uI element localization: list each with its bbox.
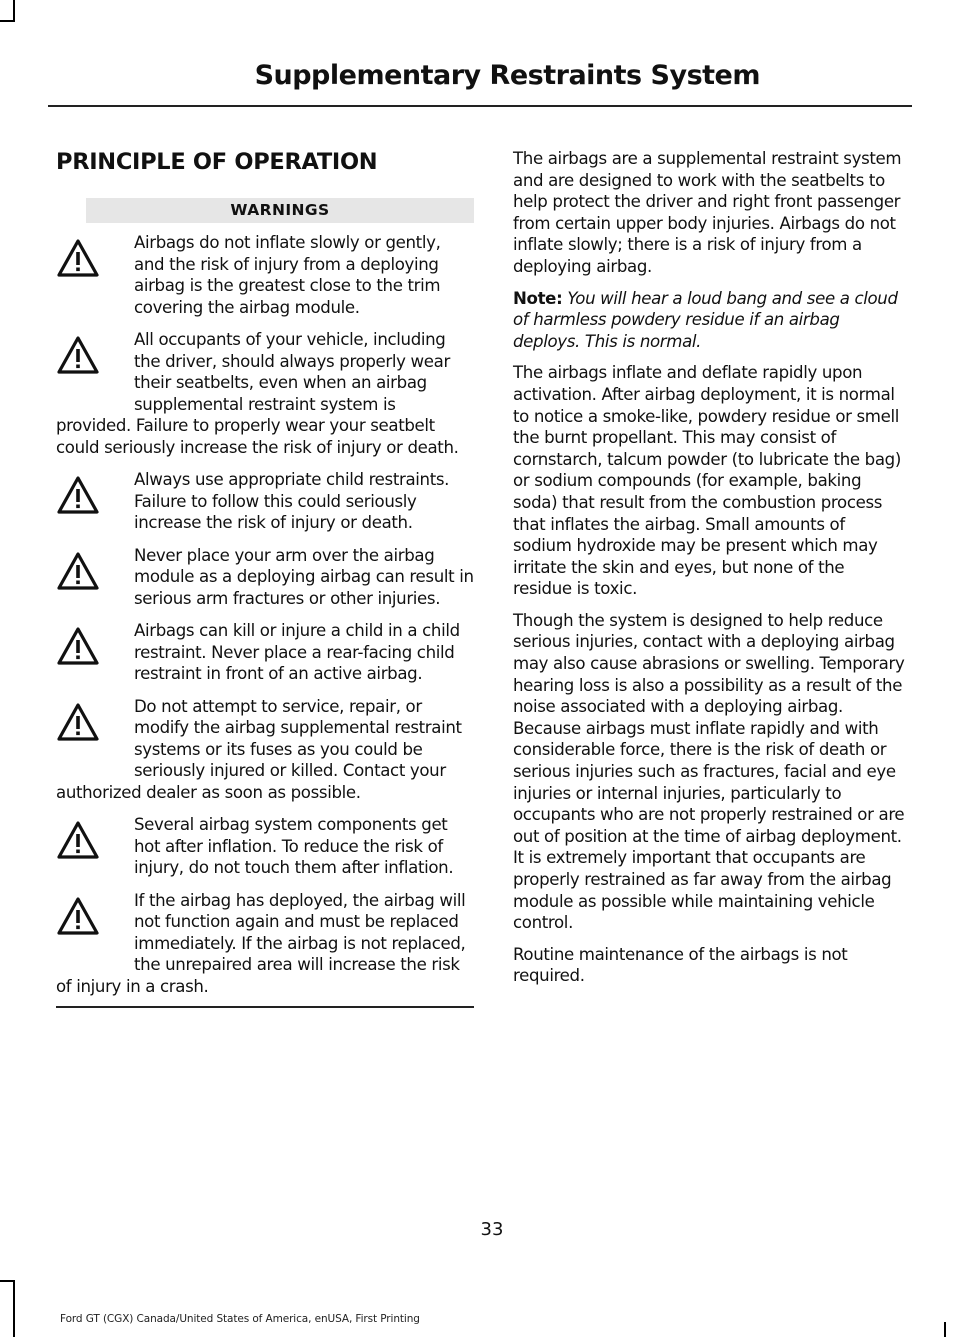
page-number: 33 [480,1219,504,1240]
warning-text: Always use appropriate child restraints. Failure to follow this could seriously increase the risk of injury or death. [134,470,450,532]
body-paragraph: The airbags inflate and deflate rapidly upon activation. After airbag deployment, it is normal to notice a smoke-like, powdery residue or smell the burnt propellant. This may consist of cornstarch, talcum powder (to lubricate the bag) or sodium compounds (for example, baking soda) that result from the combustion process that inflates the airbag. Small amounts of sodium hydroxide may be present which may irritate the skin and eyes, but none of the residue is toxic. [513,363,901,599]
footer-edition: Ford GT (CGX) Canada/United States of America, enUSA, First Printing [60,1313,420,1325]
crop-mark-top-left-v [13,0,15,22]
warning-text: Airbags do not inflate slowly or gently, and the risk of injury from a deploying airbag is the greatest close to the trim covering the airbag module. [134,233,441,317]
warning-triangle-icon [56,702,112,764]
header-rule [48,105,912,107]
warning-item [56,696,474,804]
warning-text: Do not attempt to service, repair, or modify the airbag supplemental restraint systems or its fuses as you could be seriously injured or killed. Contact your authorized dealer as soon as possible. [56,696,462,802]
warnings-end-rule [56,1006,474,1008]
warning-item [56,814,474,879]
right-column [513,148,907,997]
warning-text: All occupants of your vehicle, including the driver, should always properly wear their seatbelts, even when an airbag supplemental restraint system is provided. Failure to properly wear your seatbelt could seriously increase the risk of injury or death. [56,330,459,457]
warning-item [56,545,474,610]
warning-text: Several airbag system components get hot after inflation. To reduce the risk of injury, do not touch them after inflation. [134,815,454,877]
note-text: You will hear a loud bang and see a cloud of harmless powdery residue if an airbag deploys. This is normal. [513,288,898,351]
warning-text: If the airbag has deployed, the airbag will not function again and must be replaced immediately. If the airbag is not replaced, the unrepaired area will increase the risk of injury in a crash. [56,890,466,996]
warning-triangle-icon [56,626,112,688]
crop-mark-bottom-left-h [0,1280,15,1282]
warning-item [56,890,474,998]
warning-item [56,329,474,458]
body-paragraph: The airbags are a supplemental restraint system and are designed to work with the seatbelts to help protect the driver and right front passenger from certain upper body injuries. Airbags do not inflate slowly; there is a risk of injury from a deploying airbag. [513,149,902,276]
warnings-list [56,232,474,997]
page-header-title: Supplementary Restraints System [254,60,760,91]
left-column [56,140,474,1008]
warnings-label: WARNINGS [86,198,474,223]
warning-triangle-icon [56,475,112,537]
crop-mark-bottom-left-v [13,1280,15,1337]
crop-mark-bottom-right-v [944,1322,946,1337]
body-paragraph: Though the system is designed to help reduce serious injuries, contact with a deploying airbag may also cause abrasions or swelling. Temporary hearing loss is also a possibility as a result of the noise associated with a deploying airbag. Because airbags must inflate rapidly and with considerable force, there is the risk of death or serious injuries such as fractures, facial and eye injuries or internal injuries, particularly to occupants who are not properly restrained or are out of position at the time of airbag deployment. It is extremely important that occupants are properly restrained as far away from the airbag module as possible while maintaining vehicle control. [513,610,905,933]
note-label: Note: [513,288,563,308]
warning-item [56,469,474,534]
note-paragraph [513,288,907,353]
crop-mark-top-left-h [0,20,15,22]
body-paragraph: Routine maintenance of the airbags is not required. [513,944,848,986]
warning-text: Never place your arm over the airbag module as a deploying airbag can result in serious arm fractures or other injuries. [134,545,474,608]
section-heading: PRINCIPLE OF OPERATION [56,149,378,175]
warning-triangle-icon [56,551,112,613]
warning-triangle-icon [56,820,112,882]
warning-item [56,232,474,318]
warning-triangle-icon [56,335,112,397]
warning-item [56,620,474,685]
warning-triangle-icon [56,896,112,958]
warning-triangle-icon [56,238,112,300]
warning-text: Airbags can kill or injure a child in a child restraint. Never place a rear-facing child restraint in front of an active airbag. [134,621,460,683]
